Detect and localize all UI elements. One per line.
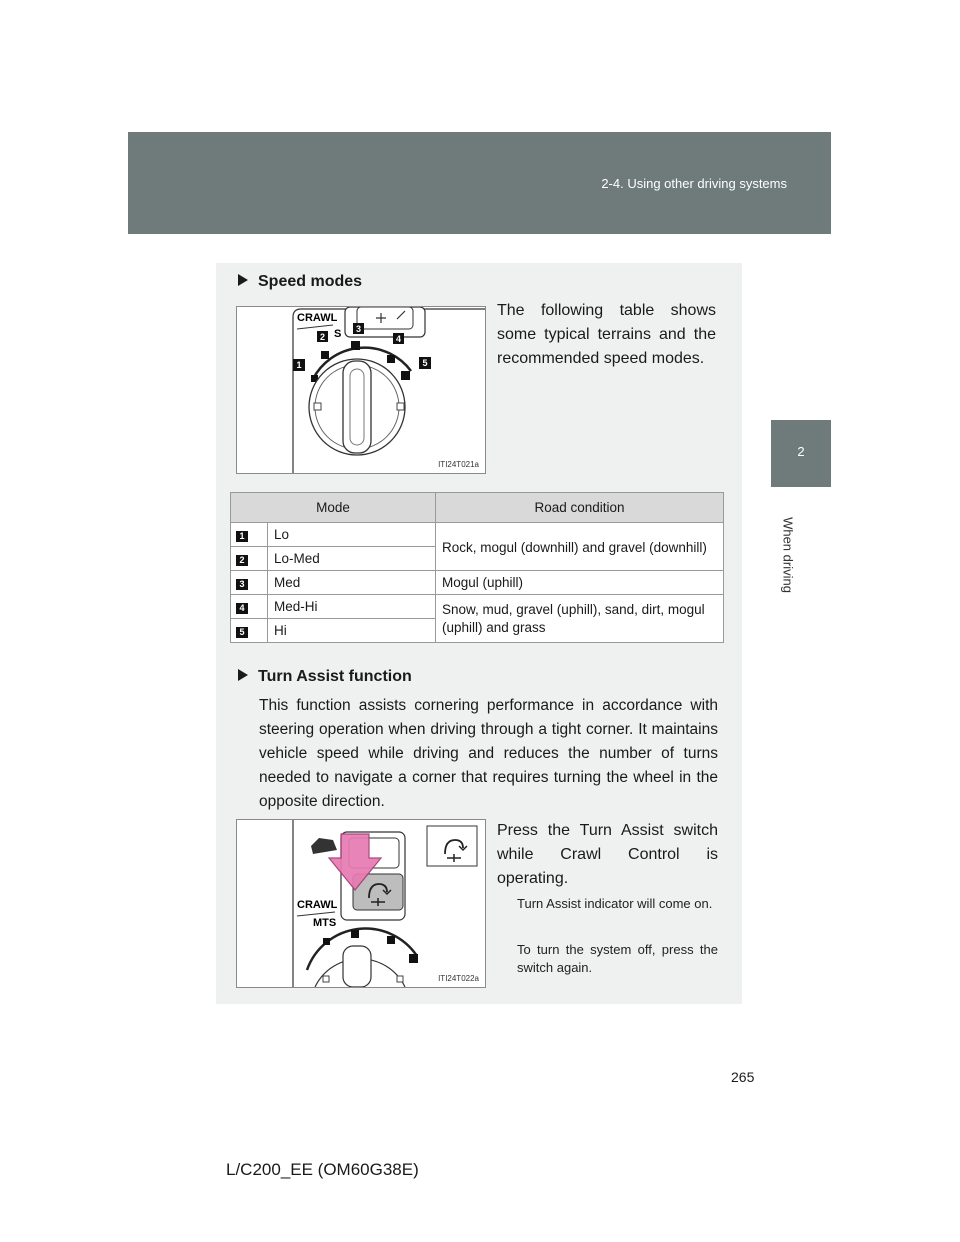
- mode-cell: Lo-Med: [268, 547, 436, 571]
- turn-assist-note-2: To turn the system off, press the switch again.: [517, 942, 718, 975]
- figure-id: ITI24T021a: [438, 460, 479, 469]
- svg-text:CRAWL: CRAWL: [297, 312, 338, 324]
- table-row: [231, 595, 724, 619]
- mode-number: 2: [236, 555, 248, 566]
- condition-cell: Mogul (uphill): [436, 571, 724, 595]
- svg-text:CRAWL: CRAWL: [297, 899, 338, 911]
- svg-text:1: 1: [296, 360, 302, 370]
- turn-assist-instruction: Press the Turn Assist switch while Crawl Control is operating.: [497, 822, 718, 887]
- speed-dial-figure: [236, 306, 486, 474]
- header-band: [128, 132, 831, 234]
- svg-text:4: 4: [395, 334, 402, 344]
- mode-cell: Med-Hi: [268, 595, 436, 619]
- condition-cell: Rock, mogul (downhill) and gravel (downhill): [436, 523, 724, 571]
- chapter-tab: [771, 420, 831, 487]
- table-row: [231, 523, 724, 547]
- content-panel: [216, 263, 742, 1004]
- mode-number: 5: [236, 627, 248, 638]
- svg-text:S: S: [334, 328, 342, 340]
- table-header-mode: Mode: [231, 493, 436, 523]
- turn-assist-body: This function assists cornering performance in accordance with steering operation when driving through a tight corner. It maintains vehicle speed while driving and reduces the number of turns needed to navigate a corner that requires turning the wheel in the opposite direction.: [259, 697, 718, 810]
- speed-modes-title: Speed modes: [238, 273, 362, 291]
- turn-assist-figure: [236, 819, 486, 988]
- condition-cell: Snow, mud, gravel (uphill), sand, dirt, mogul (uphill) and grass: [436, 595, 724, 643]
- mode-number: 1: [236, 531, 248, 542]
- speed-modes-intro: The following table shows some typical terrains and the recommended speed modes.: [497, 302, 716, 367]
- turn-assist-title: Turn Assist function: [238, 668, 412, 686]
- chapter-number: 2: [797, 444, 805, 459]
- svg-text:5: 5: [422, 358, 428, 368]
- chapter-label: When driving: [780, 517, 796, 593]
- svg-text:MTS: MTS: [313, 917, 337, 929]
- footer-code: L/C200_EE (OM60G38E): [226, 1160, 419, 1179]
- mode-cell: Med: [268, 571, 436, 595]
- figure-id: ITI24T022a: [438, 974, 479, 983]
- turn-assist-note-1: Turn Assist indicator will come on.: [517, 896, 713, 911]
- turn-assist-illustration: [237, 820, 485, 987]
- speed-dial-illustration: [237, 307, 485, 473]
- section-header: 2-4. Using other driving systems: [601, 176, 787, 191]
- mode-cell: Hi: [268, 619, 436, 643]
- svg-text:2: 2: [319, 332, 326, 342]
- page-number: 265: [731, 1069, 755, 1085]
- table-row: [231, 571, 724, 595]
- mode-number: 3: [236, 579, 248, 590]
- mode-number: 4: [236, 603, 248, 614]
- table-header-road-condition: Road condition: [436, 493, 724, 523]
- speed-modes-table: [230, 492, 724, 643]
- mode-cell: Lo: [268, 523, 436, 547]
- svg-text:3: 3: [355, 324, 362, 334]
